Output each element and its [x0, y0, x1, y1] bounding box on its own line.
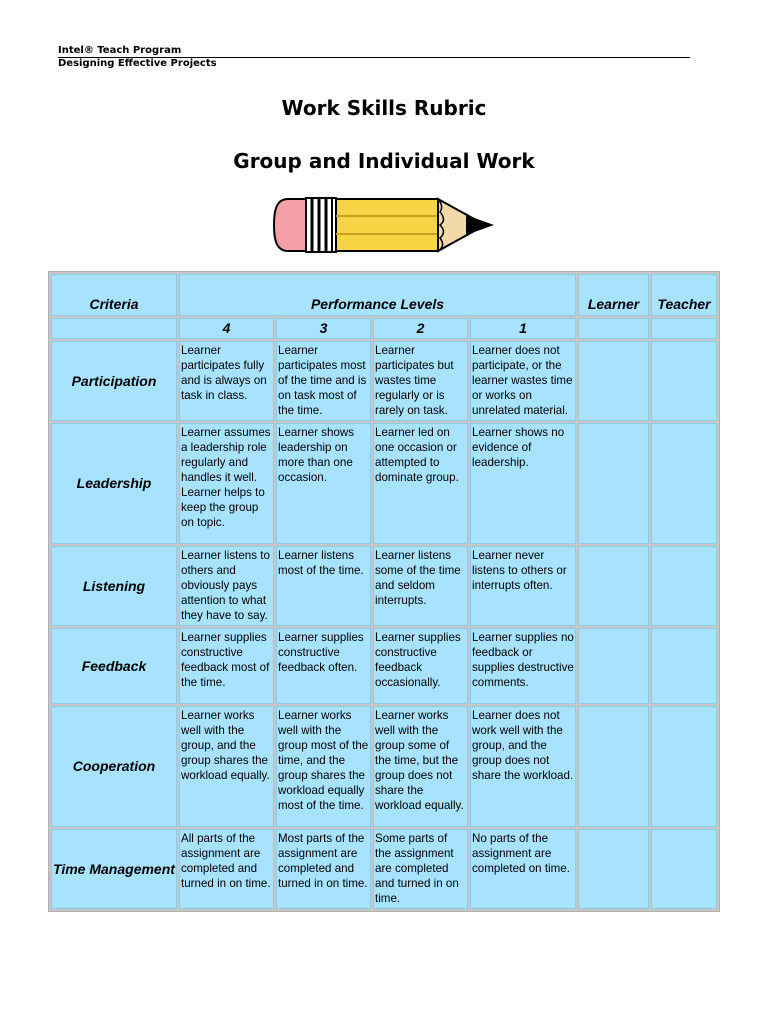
criterion-participation: Participation	[51, 341, 177, 421]
levels-row	[51, 318, 717, 339]
rubric-cell: Learner led on one occasion or attempted to dominate group.	[373, 423, 468, 544]
rubric-cell: No parts of the assignment are completed on time.	[470, 829, 576, 909]
learner-score-cell[interactable]	[578, 829, 649, 909]
rubric-cell: Learner never listens to others or interrupts often.	[470, 546, 576, 626]
rubric-cell: Learner participates most of the time and is on task most of the time.	[276, 341, 371, 421]
teacher-score-cell[interactable]	[651, 706, 717, 827]
teacher-score-cell[interactable]	[651, 628, 717, 704]
learner-levels-blank	[578, 318, 649, 339]
rubric-cell: Learner listens some of the time and seldom interrupts.	[373, 546, 468, 626]
rubric-cell: Learner supplies no feedback or supplies destructive comments.	[470, 628, 576, 704]
levels-blank-cell	[51, 318, 177, 339]
rubric-cell: Learner works well with the group some of the time, but the group does not share the workload equally.	[373, 706, 468, 827]
rubric-cell: Learner participates but wastes time regularly or is rarely on task.	[373, 341, 468, 421]
rubric-cell: Learner supplies constructive feedback most of the time.	[179, 628, 274, 704]
level-4: 4	[179, 318, 274, 339]
table-row	[51, 546, 717, 626]
learner-score-cell[interactable]	[578, 628, 649, 704]
table-row	[51, 706, 717, 827]
table-row	[51, 423, 717, 544]
rubric-cell: Learner shows no evidence of leadership.	[470, 423, 576, 544]
page-title: Work Skills Rubric	[281, 96, 487, 120]
pencil-icon	[272, 194, 496, 256]
level-1: 1	[470, 318, 576, 339]
rubric-cell: Learner assumes a leadership role regularly and handles it well. Learner helps to keep the group on topic.	[179, 423, 274, 544]
level-3: 3	[276, 318, 371, 339]
learner-score-cell[interactable]	[578, 706, 649, 827]
criterion-cooperation: Cooperation	[51, 706, 177, 827]
rubric-cell: Learner participates fully and is always on task in class.	[179, 341, 274, 421]
rubric-cell: Learner supplies constructive feedback often.	[276, 628, 371, 704]
teacher-score-cell[interactable]	[651, 341, 717, 421]
teacher-header: Teacher	[651, 274, 717, 316]
rubric-cell: Learner works well with the group most of the time, and the group shares the workload equally most of the time.	[276, 706, 371, 827]
program-name: Intel® Teach Program	[58, 45, 182, 56]
criterion-listening: Listening	[51, 546, 177, 626]
teacher-levels-blank	[651, 318, 717, 339]
header-row	[51, 274, 717, 316]
table-row	[51, 341, 717, 421]
rubric-cell: Learner does not participate, or the learner wastes time or works on unrelated material.	[470, 341, 576, 421]
criteria-header: Criteria	[51, 274, 177, 316]
table-row	[51, 628, 717, 704]
rubric-cell: Learner listens to others and obviously pays attention to what they have to say.	[179, 546, 274, 626]
learner-score-cell[interactable]	[578, 546, 649, 626]
page-subtitle: Group and Individual Work	[233, 149, 535, 173]
rubric-cell: Some parts of the assignment are completed and turned in on time.	[373, 829, 468, 909]
rubric-cell: Learner supplies constructive feedback occasionally.	[373, 628, 468, 704]
rubric-cell: Learner does not work well with the group, and the group does not share the workload.	[470, 706, 576, 827]
rubric-cell: Learner listens most of the time.	[276, 546, 371, 626]
criterion-feedback: Feedback	[51, 628, 177, 704]
teacher-score-cell[interactable]	[651, 829, 717, 909]
header-rule	[58, 57, 690, 58]
rubric-cell: Learner works well with the group, and the group shares the workload equally.	[179, 706, 274, 827]
document-header	[58, 44, 690, 70]
learner-score-cell[interactable]	[578, 341, 649, 421]
performance-levels-header: Performance Levels	[179, 274, 576, 316]
rubric-cell: Most parts of the assignment are completed and turned in on time.	[276, 829, 371, 909]
table-row	[51, 829, 717, 909]
teacher-score-cell[interactable]	[651, 423, 717, 544]
rubric-cell: Learner shows leadership on more than one occasion.	[276, 423, 371, 544]
rubric-cell: All parts of the assignment are completed and turned in on time.	[179, 829, 274, 909]
level-2: 2	[373, 318, 468, 339]
learner-header: Learner	[578, 274, 649, 316]
learner-score-cell[interactable]	[578, 423, 649, 544]
criterion-leadership: Leadership	[51, 423, 177, 544]
teacher-score-cell[interactable]	[651, 546, 717, 626]
rubric-table	[48, 271, 720, 912]
criterion-time-management: Time Management	[51, 829, 177, 909]
header-subtitle: Designing Effective Projects	[58, 58, 217, 69]
